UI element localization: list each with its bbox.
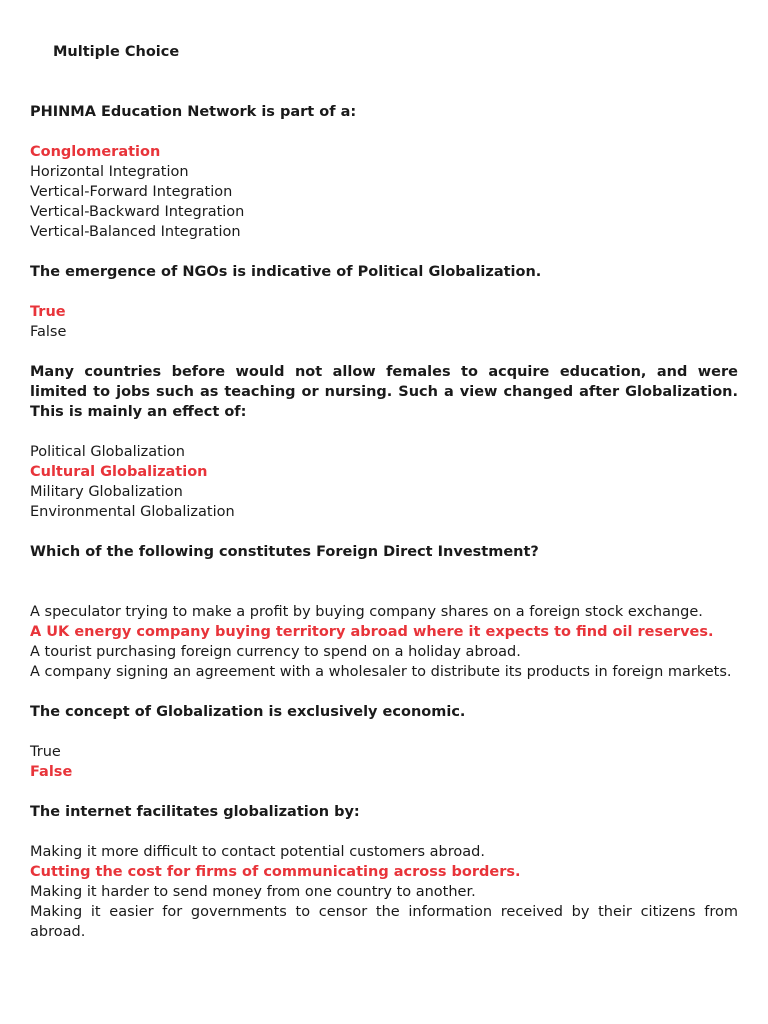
- correct-answer-option: Cultural Globalization: [30, 464, 208, 480]
- answer-option: A speculator trying to make a profit by buying company shares on a foreign stock exchange.: [30, 604, 703, 620]
- question-block: [30, 102, 738, 242]
- answer-option: Horizontal Integration: [30, 164, 189, 180]
- question-text: PHINMA Education Network is part of a:: [30, 104, 357, 120]
- question-block: [30, 262, 738, 342]
- question-text: The concept of Globalization is exclusively economic.: [30, 704, 466, 720]
- question-text: The internet facilitates globalization by:: [30, 804, 360, 820]
- answer-option: True: [30, 744, 61, 760]
- question-block: [30, 802, 738, 942]
- answer-option: Making it more difficult to contact potential customers abroad.: [30, 844, 485, 860]
- answer-option: Making it easier for governments to censor the information received by their citizens from abroad.: [30, 904, 738, 940]
- answer-options: [30, 442, 738, 522]
- answer-option: Military Globalization: [30, 484, 183, 500]
- answer-option: Vertical-Backward Integration: [30, 204, 245, 220]
- answer-option: Environmental Globalization: [30, 504, 235, 520]
- answer-option: False: [30, 324, 67, 340]
- correct-answer-option: A UK energy company buying territory abroad where it expects to find oil reserves.: [30, 624, 714, 640]
- answer-option: Making it harder to send money from one country to another.: [30, 884, 476, 900]
- question-list: [30, 102, 738, 942]
- answer-option: Vertical-Forward Integration: [30, 184, 233, 200]
- section-title: Multiple Choice: [53, 44, 180, 60]
- correct-answer-option: True: [30, 304, 66, 320]
- spacer: [30, 582, 738, 602]
- question-block: [30, 702, 738, 782]
- answer-options: [30, 742, 738, 782]
- question-text: The emergence of NGOs is indicative of Political Globalization.: [30, 264, 542, 280]
- correct-answer-option: Cutting the cost for firms of communicating across borders.: [30, 864, 521, 880]
- answer-options: [30, 602, 738, 682]
- question-block: [30, 542, 738, 682]
- answer-options: [30, 302, 738, 342]
- question-text: Many countries before would not allow females to acquire education, and were limited to jobs such as teaching or nursing. Such a view changed after Globalization. This is mainly an effect of:: [30, 364, 738, 420]
- answer-options: [30, 142, 738, 242]
- question-block: [30, 362, 738, 522]
- answer-option: Political Globalization: [30, 444, 185, 460]
- answer-option: Vertical-Balanced Integration: [30, 224, 241, 240]
- document-page: [30, 42, 738, 962]
- answer-options: [30, 842, 738, 942]
- answer-option: A tourist purchasing foreign currency to spend on a holiday abroad.: [30, 644, 521, 660]
- correct-answer-option: Conglomeration: [30, 144, 161, 160]
- correct-answer-option: False: [30, 764, 73, 780]
- answer-option: A company signing an agreement with a wholesaler to distribute its products in foreign markets.: [30, 664, 732, 680]
- question-text: Which of the following constitutes Foreign Direct Investment?: [30, 544, 539, 560]
